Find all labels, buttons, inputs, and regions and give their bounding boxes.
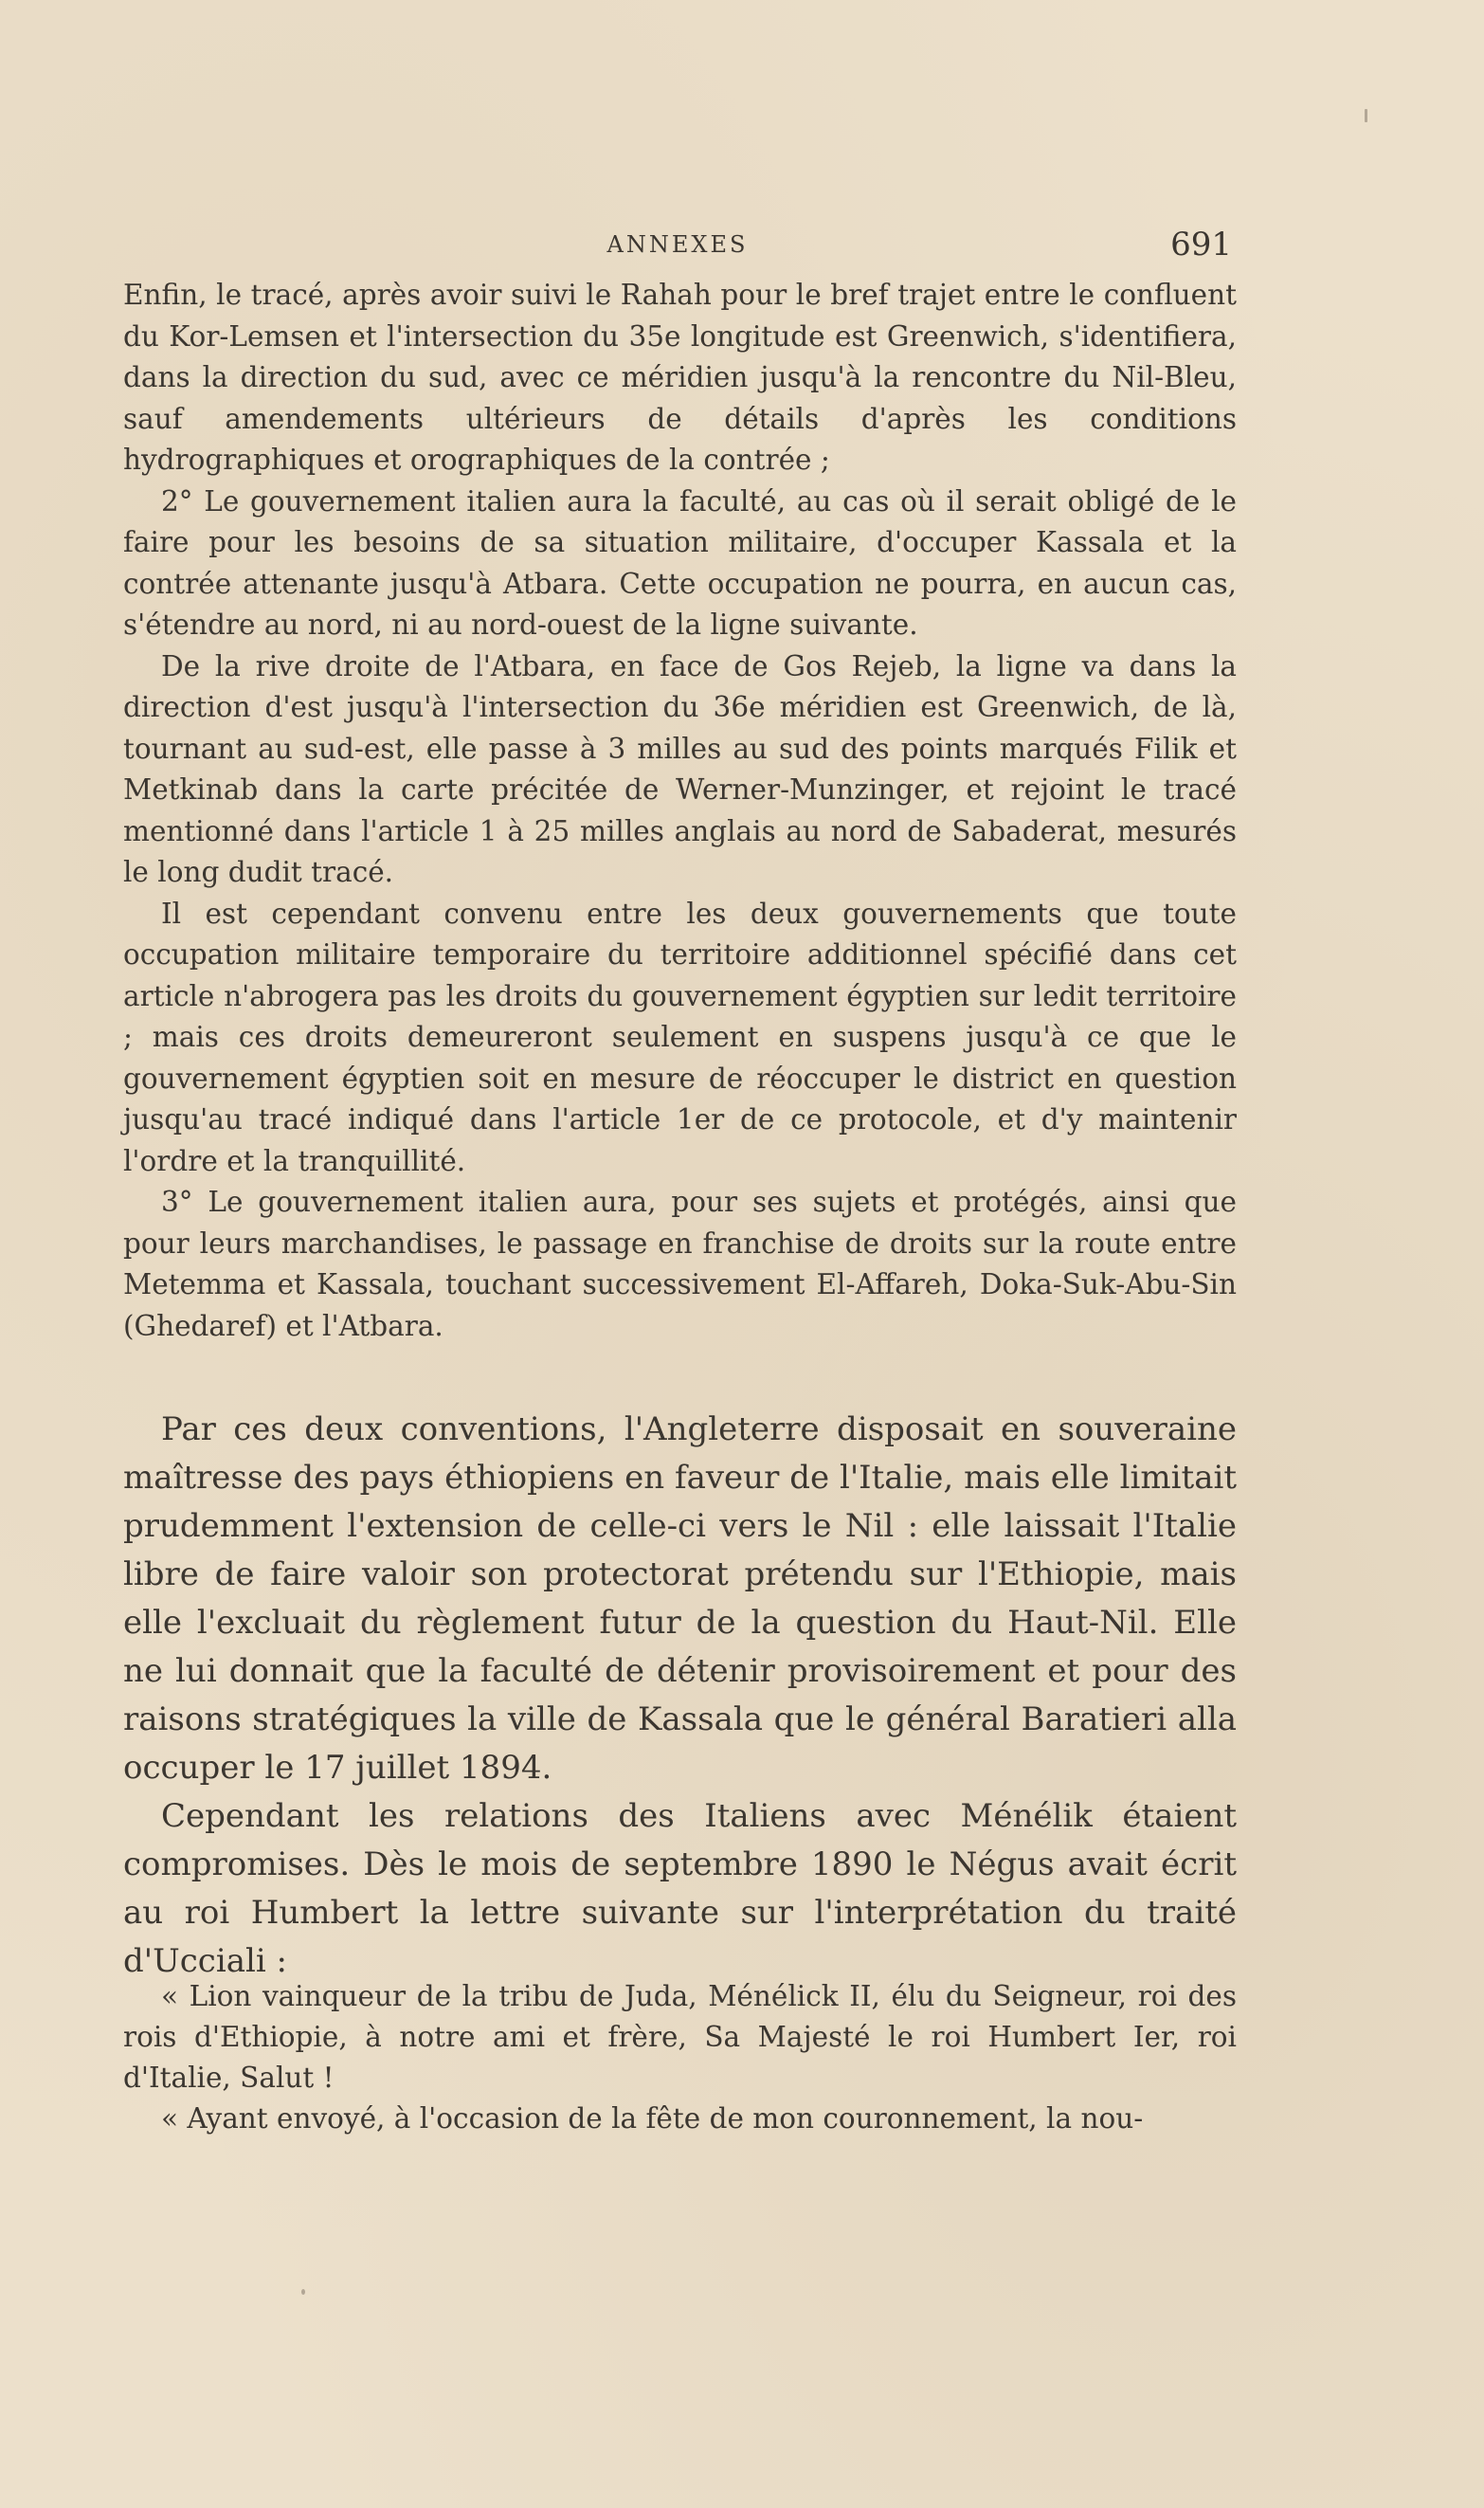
running-head	[123, 226, 1232, 264]
letter-quote	[123, 1976, 1237, 2139]
annex-paragraph: De la rive droite de l'Atbara, en face de Gos Rejeb, la ligne va dans la direction d'est jusqu'à l'intersection du 36e méridien est Greenwich, de là, tournant au sud-est, elle passe à 3 milles au sud des points marqués Filik et Metkinab dans la carte précitée de Werner-Munzinger, et rejoint le tracé mentionné dans l'article 1 à 25 milles anglais au nord de Sabaderat, mesurés le long dudit tracé.	[123, 649, 1237, 888]
body-text	[123, 1406, 1237, 1986]
page-number: 691	[1170, 226, 1232, 264]
annex-paragraph: Enfin, le tracé, après avoir suivi le Rahah pour le bref trajet entre le confluent du Kor-Lemsen et l'intersection du 35e longitude est Greenwich, s'identifiera, dans la direction du sud, avec ce méridien jusqu'à la rencontre du Nil-Bleu, sauf amendements ultérieurs de détails d'après les conditions hydrographiques et orographiques de la contrée ;	[123, 279, 1237, 476]
letter-paragraph: « Ayant envoyé, à l'occasion de la fête de mon couronnement, la nou-	[161, 2102, 1144, 2135]
annex-paragraph: 2° Le gouvernement italien aura la faculté, au cas où il serait obligé de le faire pour les besoins de sa situation militaire, d'occuper Kassala et la contrée attenante jusqu'à Atbara. Cette occupation ne pourra, en aucun cas, s'étendre au nord, ni au nord-ouest de la ligne suivante.	[123, 484, 1237, 641]
body-paragraph: Par ces deux conventions, l'Angleterre disposait en souveraine maîtresse des pays éthiopiens en faveur de l'Italie, mais elle limitait prudemment l'extension de celle-ci vers le Nil : elle laissait l'Italie libre de faire valoir son protectorat prétendu sur l'Ethiopie, mais elle l'excluait du règlement futur de la question du Haut-Nil. Elle ne lui donnait que la faculté de détenir provisoirement et pour des raisons stratégiques la ville de Kassala que le général Baratieri alla occuper le 17 juillet 1894.	[123, 1410, 1237, 1787]
annex-paragraph: 3° Le gouvernement italien aura, pour ses sujets et protégés, ainsi que pour leurs marchandises, le passage en franchise de droits sur la route entre Metemma et Kassala, touchant successivement El-Affareh, Doka-Suk-Abu-Sin (Ghedaref) et l'Atbara.	[123, 1186, 1237, 1342]
running-title: ANNEXES	[606, 231, 749, 258]
paper-speck	[301, 2289, 305, 2295]
body-paragraph: Cependant les relations des Italiens avec Ménélik étaient compromises. Dès le mois de septembre 1890 le Négus avait écrit au roi Humbert la lettre suivante sur l'interprétation du traité d'Ucciali :	[123, 1797, 1237, 1980]
annex-paragraph: Il est cependant convenu entre les deux gouvernements que toute occupation militaire temporaire du territoire additionnel spécifié dans cet article n'abrogera pas les droits du gouvernement égyptien sur ledit territoire ; mais ces droits demeureront seulement en suspens jusqu'à ce que le gouvernement égyptien soit en mesure de réoccuper le district en question jusqu'au tracé indiqué dans l'article 1er de ce protocole, et d'y maintenir l'ordre et la tranquillité.	[123, 897, 1237, 1177]
paper-speck	[1365, 109, 1367, 122]
annex-text	[123, 275, 1237, 1347]
letter-paragraph: « Lion vainqueur de la tribu de Juda, Ménélick II, élu du Seigneur, roi des rois d'Ethiopie, à notre ami et frère, Sa Majesté le roi Humbert Ier, roi d'Italie, Salut !	[123, 1980, 1237, 2094]
